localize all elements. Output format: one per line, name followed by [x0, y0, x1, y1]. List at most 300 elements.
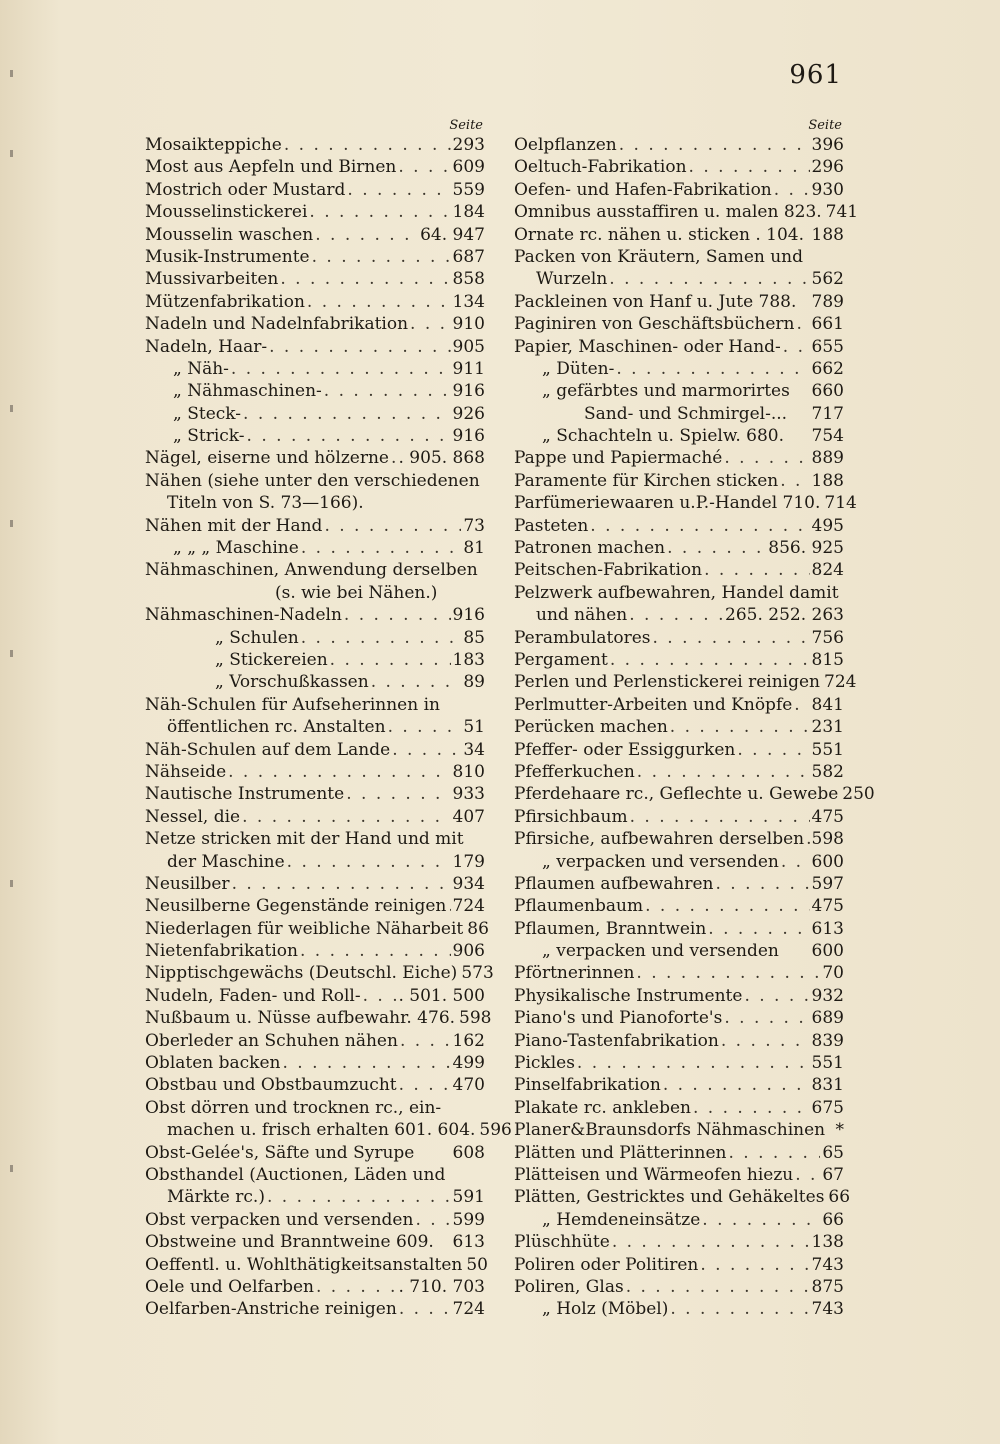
- entry-term: Pfirsiche, aufbewahren derselben: [514, 829, 805, 850]
- dot-leader: [309, 201, 450, 223]
- dot-leader: [645, 895, 809, 917]
- index-entry: [514, 559, 844, 581]
- index-entry: [145, 918, 489, 940]
- dot-leader: [670, 1298, 809, 1320]
- index-entry: [145, 380, 485, 402]
- entry-page-ref: 250: [842, 784, 875, 805]
- dot-leader: [400, 1030, 451, 1052]
- page-number: 961: [789, 60, 842, 90]
- entry-page-ref: 81: [463, 538, 485, 559]
- dot-leader: [689, 156, 810, 178]
- entry-term: Peitschen-Fabrikation: [514, 560, 703, 581]
- dot-leader: [721, 1030, 810, 1052]
- entry-term: „ Holz (Möbel): [542, 1299, 669, 1320]
- dot-leader: [269, 336, 450, 358]
- entry-page-ref: 265. 252. 263: [725, 605, 844, 626]
- entry-term: Obstbau und Obstbaumzucht: [145, 1075, 397, 1096]
- entry-term: Perlen und Perlenstickerei reinigen: [514, 672, 821, 693]
- entry-page-ref: 231: [811, 717, 844, 738]
- dot-leader: [398, 156, 450, 178]
- dot-leader: [228, 761, 450, 783]
- entry-term: Plüschhüte: [514, 1232, 610, 1253]
- index-entry: [514, 604, 844, 626]
- entry-page-ref: 184: [452, 202, 485, 223]
- entry-page-ref: 475: [811, 806, 844, 827]
- index-entry: [514, 1074, 844, 1096]
- entry-term: Planer&Braunsdorfs Nähmaschinen: [514, 1120, 826, 1141]
- index-entry: [145, 895, 485, 917]
- index-entry: [145, 940, 485, 962]
- entry-term: Mousselin waschen: [145, 224, 314, 245]
- entry-term: Pickles: [514, 1053, 575, 1074]
- index-entry: [145, 156, 485, 178]
- entry-page-ref: 916: [452, 605, 485, 626]
- index-entry: [514, 380, 844, 402]
- index-entry: [145, 179, 485, 201]
- entry-term: „ Düten-: [542, 358, 615, 379]
- entry-term: Neusilberne Gegenstände reinigen: [145, 896, 447, 917]
- index-entry: [145, 1254, 488, 1276]
- entry-page-ref: 183: [452, 649, 485, 670]
- entry-term: Nähseide: [145, 761, 227, 782]
- index-entry: [514, 627, 844, 649]
- dot-leader: [724, 1007, 809, 1029]
- entry-page-ref: 293: [452, 135, 485, 155]
- dot-leader: [301, 627, 462, 649]
- entry-page-ref: 662: [811, 358, 844, 379]
- index-entry: [514, 336, 844, 358]
- index-entry: [514, 1254, 844, 1276]
- dot-leader: [783, 336, 810, 358]
- entry-term: Obst verpacken und versenden: [145, 1209, 414, 1230]
- entry-term: Poliren, Glas: [514, 1276, 624, 1297]
- entry-term: „ verpacken und versenden: [542, 851, 779, 872]
- index-entry: [145, 492, 485, 514]
- entry-page-ref: 582: [811, 761, 844, 782]
- entry-page-ref: 67: [822, 1164, 844, 1185]
- dot-leader: [232, 873, 451, 895]
- entry-term: Oelpflanzen: [514, 135, 617, 155]
- dot-leader: [392, 739, 461, 761]
- index-entry: [145, 1276, 485, 1298]
- dot-leader: [371, 671, 462, 693]
- dot-leader: [410, 313, 451, 335]
- entry-page-ref: 551: [811, 739, 844, 760]
- entry-page-ref: 65: [822, 1142, 844, 1163]
- entry-term: Mützenfabrikation: [145, 291, 305, 312]
- entry-term: Nadeln, Haar-: [145, 336, 268, 357]
- dot-leader: [630, 806, 810, 828]
- entry-term: Obst-Gelée's, Säfte und Syrupe: [145, 1142, 415, 1163]
- index-entry: [145, 739, 485, 761]
- entry-page-ref: 839: [811, 1030, 844, 1051]
- index-entry: [514, 1276, 844, 1298]
- dot-leader: [693, 1097, 810, 1119]
- index-entry: [514, 1298, 844, 1320]
- index-entry: [514, 156, 844, 178]
- index-entry: [145, 1142, 485, 1164]
- dot-leader: [780, 470, 809, 492]
- index-entry: [145, 873, 485, 895]
- index-entry: [145, 1209, 485, 1231]
- index-entry: [514, 358, 844, 380]
- margin-mark: [10, 70, 13, 77]
- margin-mark: [10, 520, 13, 527]
- entry-term: Perücken machen: [514, 717, 668, 738]
- index-entry: [514, 739, 844, 761]
- entry-page-ref: 916: [452, 426, 485, 447]
- entry-list: [514, 134, 875, 1321]
- entry-page-ref: 85: [463, 627, 485, 648]
- dot-leader: [610, 649, 810, 671]
- entry-term: Nähmaschinen-Nadeln: [145, 605, 342, 626]
- entry-page-ref: 600: [811, 851, 844, 872]
- dot-leader: [399, 1074, 451, 1096]
- index-entry: [514, 403, 844, 425]
- entry-page-ref: 789: [811, 291, 844, 312]
- entry-term: Nägel, eiserne und hölzerne: [145, 448, 389, 469]
- index-entry: [145, 851, 485, 873]
- index-entry: [514, 761, 844, 783]
- index-entry: [514, 1231, 844, 1253]
- entry-term: Niederlagen für weibliche Näharbeit: [145, 918, 464, 939]
- index-entry: [514, 873, 844, 895]
- entry-term: Sand- und Schmirgel-...: [584, 403, 788, 424]
- entry-page-ref: 858: [452, 269, 485, 290]
- entry-page-ref: 660: [811, 381, 844, 402]
- entry-page-ref: 655: [811, 336, 844, 357]
- index-entry: [514, 246, 844, 268]
- index-entry: [514, 1164, 844, 1186]
- entry-page-ref: 599: [452, 1209, 485, 1230]
- entry-term: „ Nähmaschinen-: [173, 381, 322, 402]
- entry-term: Papier, Maschinen- oder Hand-: [514, 336, 781, 357]
- entry-page-ref: 70: [822, 963, 844, 984]
- entry-page-ref: 613: [811, 918, 844, 939]
- dot-leader: [670, 716, 810, 738]
- entry-page-ref: 188: [811, 470, 844, 491]
- index-entry: [514, 224, 844, 246]
- entry-page-ref: 559: [452, 179, 485, 200]
- index-entry: [514, 940, 844, 962]
- entry-term: der Maschine: [167, 851, 285, 872]
- dot-leader: [619, 134, 810, 156]
- entry-page-ref: 754: [811, 426, 844, 447]
- index-entry: [514, 492, 857, 514]
- dot-leader: [316, 1276, 397, 1298]
- dot-leader: [781, 851, 810, 873]
- entry-page-ref: 50: [466, 1254, 488, 1275]
- entry-term: Nipptischgewächs (Deutschl. Eiche): [145, 963, 458, 984]
- margin-mark: [10, 1165, 13, 1172]
- entry-term: Nähmaschinen, Anwendung derselben: [145, 560, 478, 581]
- dot-leader: [231, 358, 451, 380]
- dot-leader: [448, 895, 450, 917]
- entry-page-ref: 600: [811, 941, 844, 962]
- index-entry: [145, 985, 485, 1007]
- dot-leader: [702, 1209, 820, 1231]
- index-entry: [514, 918, 844, 940]
- entry-page-ref: 608: [452, 1142, 485, 1163]
- index-entry: [145, 806, 485, 828]
- dot-leader: [363, 985, 397, 1007]
- dot-leader: [315, 224, 418, 246]
- dot-leader: [708, 918, 809, 940]
- index-entry: [145, 671, 485, 693]
- entry-page-ref: 841: [811, 694, 844, 715]
- entry-page-ref: 179: [452, 851, 485, 872]
- entry-term: Netze stricken mit der Hand und mit: [145, 829, 464, 850]
- entry-term: Nußbaum u. Nüsse aufbewahr. 476.: [145, 1008, 456, 1029]
- index-entry: [514, 716, 844, 738]
- entry-term: (s. wie bei Nähen.): [275, 582, 438, 603]
- entry-term: Oblaten backen: [145, 1053, 281, 1074]
- entry-page-ref: 596: [479, 1120, 512, 1141]
- index-entry: [514, 851, 844, 873]
- index-entry: [145, 1298, 485, 1320]
- index-entry: [145, 358, 485, 380]
- entry-page-ref: 134: [452, 291, 485, 312]
- dot-leader: [609, 268, 809, 290]
- dot-leader: [704, 559, 809, 581]
- margin-mark: [10, 650, 13, 657]
- entry-term: Plätteisen und Wärmeofen hiezu: [514, 1164, 794, 1185]
- index-entry: [514, 515, 844, 537]
- entry-page-ref: 598: [459, 1008, 492, 1029]
- index-entry: [145, 783, 485, 805]
- entry-term: „ Schachteln u. Spielw. 680.: [542, 426, 785, 447]
- entry-term: Obsthandel (Auctionen, Läden und: [145, 1164, 446, 1185]
- dot-leader: [774, 179, 810, 201]
- entry-term: Nähen mit der Hand: [145, 515, 323, 536]
- dot-leader: [346, 783, 450, 805]
- dot-leader: [391, 447, 397, 469]
- entry-term: „ Steck-: [173, 403, 242, 424]
- entry-term: „ „ „ Maschine: [173, 538, 299, 559]
- dot-leader: [399, 1298, 451, 1320]
- entry-page-ref: 714: [824, 493, 857, 514]
- entry-page-ref: 609: [452, 157, 485, 178]
- dot-leader: [626, 1276, 810, 1298]
- index-entry: [145, 1030, 485, 1052]
- index-entry: [514, 425, 844, 447]
- dot-leader: [388, 716, 462, 738]
- margin-mark: [10, 880, 13, 887]
- entry-term: „ Vorschußkassen: [215, 672, 369, 693]
- dot-leader: [663, 1074, 810, 1096]
- index-entry: [145, 582, 485, 604]
- dot-leader: [653, 627, 810, 649]
- entry-term: Oeltuch-Fabrikation: [514, 157, 687, 178]
- entry-term: Oele und Oelfarben: [145, 1276, 314, 1297]
- entry-term: und nähen: [536, 605, 628, 626]
- entry-page-ref: 495: [811, 515, 844, 536]
- index-entry: [514, 671, 857, 693]
- entry-page-ref: *: [835, 1120, 844, 1141]
- entry-term: Pflaumen, Branntwein: [514, 918, 707, 939]
- entry-page-ref: 73: [463, 515, 485, 536]
- dot-leader: [577, 1052, 810, 1074]
- index-column-right: [514, 118, 875, 1321]
- index-entry: [514, 1052, 844, 1074]
- entry-term: „ Strick-: [173, 426, 245, 447]
- entry-page-ref: 930: [811, 179, 844, 200]
- entry-page-ref: 89: [463, 672, 485, 693]
- entry-page-ref: 932: [811, 985, 844, 1006]
- entry-term: „ Schulen: [215, 627, 299, 648]
- dot-leader: [242, 806, 450, 828]
- entry-page-ref: 875: [811, 1276, 844, 1297]
- entry-term: Physikalische Instrumente: [514, 985, 743, 1006]
- index-entry: [145, 1097, 485, 1119]
- entry-term: Parfümeriewaaren u.P.-Handel 710.: [514, 493, 821, 514]
- index-entry: [145, 694, 485, 716]
- index-entry: [145, 716, 485, 738]
- index-entry: [514, 179, 844, 201]
- entry-page-ref: 905: [452, 336, 485, 357]
- index-entry: [514, 1097, 844, 1119]
- entry-term: Oberleder an Schuhen nähen: [145, 1030, 398, 1051]
- entry-page-ref: 407: [452, 806, 485, 827]
- entry-page-ref: 724: [824, 672, 857, 693]
- index-entry: [145, 1007, 492, 1029]
- entry-term: Perambulatores: [514, 627, 651, 648]
- index-entry: [514, 582, 844, 604]
- entry-term: Omnibus ausstaffiren u. malen 823.: [514, 202, 822, 223]
- index-entry: [145, 470, 485, 492]
- index-entry: [145, 403, 485, 425]
- entry-term: Pappe und Papiermaché: [514, 448, 723, 469]
- index-entry: [145, 447, 485, 469]
- dot-leader: [637, 761, 810, 783]
- entry-term: Pelzwerk aufbewahren, Handel damit: [514, 582, 839, 603]
- entry-term: Pfirsichbaum: [514, 806, 628, 827]
- entry-list: [145, 134, 512, 1321]
- entry-page-ref: 470: [452, 1075, 485, 1096]
- entry-page-ref: 689: [811, 1008, 844, 1029]
- entry-term: Mosaikteppiche: [145, 135, 282, 155]
- entry-page-ref: 743: [811, 1254, 844, 1275]
- entry-page-ref: 591: [452, 1187, 485, 1208]
- index-entry: [514, 1142, 844, 1164]
- index-entry: [514, 783, 875, 805]
- index-entry: [145, 761, 485, 783]
- entry-term: Mousselinstickerei: [145, 202, 308, 223]
- index-entry: [145, 962, 494, 984]
- entry-page-ref: 934: [452, 873, 485, 894]
- index-entry: [514, 895, 844, 917]
- entry-term: Piano's und Pianoforte's: [514, 1008, 723, 1029]
- index-entry: [514, 470, 844, 492]
- entry-term: Pfefferkuchen: [514, 761, 635, 782]
- entry-page-ref: 66: [828, 1187, 851, 1208]
- entry-page-ref: 188: [811, 224, 844, 245]
- entry-page-ref: 34: [463, 739, 485, 760]
- index-entry: [514, 291, 844, 313]
- entry-term: Näh-Schulen auf dem Lande: [145, 739, 391, 760]
- index-entry: [145, 425, 485, 447]
- entry-page-ref: 675: [811, 1097, 844, 1118]
- dot-leader: [330, 649, 451, 671]
- entry-term: Paramente für Kirchen sticken: [514, 470, 779, 491]
- dot-leader: [301, 537, 462, 559]
- index-entry: [514, 806, 844, 828]
- index-entry: [514, 313, 844, 335]
- entry-term: Wurzeln: [536, 269, 608, 290]
- index-entry: [514, 1186, 851, 1208]
- margin-mark: [10, 405, 13, 412]
- entry-page-ref: 396: [811, 135, 844, 155]
- entry-page-ref: 889: [811, 448, 844, 469]
- index-entry: [514, 962, 844, 984]
- index-entry: [145, 268, 485, 290]
- dot-leader: [307, 291, 451, 313]
- entry-term: Plätten und Plätterinnen: [514, 1142, 727, 1163]
- entry-term: Pergament: [514, 649, 608, 670]
- entry-term: machen u. frisch erhalten 601. 604.: [167, 1120, 476, 1141]
- dot-leader: [728, 1142, 820, 1164]
- dot-leader: [247, 425, 451, 447]
- dot-leader: [612, 1231, 810, 1253]
- index-column-left: [145, 118, 512, 1321]
- entry-term: Nautische Instrumente: [145, 784, 345, 805]
- entry-term: „ Näh-: [173, 358, 229, 379]
- dot-leader: [590, 515, 809, 537]
- entry-page-ref: 86: [467, 918, 489, 939]
- entry-page-ref: 926: [452, 403, 485, 424]
- index-entry: [514, 985, 844, 1007]
- dot-leader: [629, 604, 723, 626]
- entry-page-ref: 296: [811, 157, 844, 178]
- seite-header: Seite: [808, 118, 842, 133]
- dot-leader: [312, 246, 451, 268]
- entry-term: Oefen- und Hafen-Fabrikation: [514, 179, 772, 200]
- dot-leader: [806, 828, 809, 850]
- dot-leader: [636, 962, 820, 984]
- entry-term: Titeln von S. 73—166).: [167, 493, 364, 514]
- dot-leader: [324, 380, 451, 402]
- entry-term: Pflaumen aufbewahren: [514, 873, 714, 894]
- entry-page-ref: 475: [811, 896, 844, 917]
- entry-term: Packen von Kräutern, Samen und: [514, 246, 804, 267]
- dot-leader: [737, 739, 809, 761]
- entry-page-ref: 687: [452, 246, 485, 267]
- entry-term: Ornate rc. nähen u. sticken . 104.: [514, 224, 804, 245]
- dot-leader: [616, 358, 809, 380]
- entry-page-ref: 911: [452, 358, 485, 379]
- dot-leader: [794, 694, 809, 716]
- dot-leader: [715, 873, 809, 895]
- entry-term: Oeffentl. u. Wohlthätigkeitsanstalten: [145, 1254, 463, 1275]
- index-entry: [145, 1164, 485, 1186]
- entry-term: Pinselfabrikation: [514, 1075, 661, 1096]
- entry-term: Märkte rc.): [167, 1187, 265, 1208]
- entry-page-ref: 551: [811, 1053, 844, 1074]
- index-entry: [145, 224, 485, 246]
- entry-term: Obstweine und Branntweine 609.: [145, 1232, 434, 1253]
- entry-term: Poliren oder Politiren: [514, 1254, 699, 1275]
- entry-page-ref: 661: [811, 314, 844, 335]
- entry-term: Pfeffer- oder Essiggurken: [514, 739, 736, 760]
- index-entry: [514, 201, 859, 223]
- entry-term: Perlmutter-Arbeiten und Knöpfe: [514, 694, 793, 715]
- entry-term: Nähen (siehe unter den verschiedenen: [145, 470, 480, 491]
- entry-page-ref: 724: [452, 896, 485, 917]
- entry-page-ref: 856. 925: [768, 538, 844, 559]
- entry-page-ref: 51: [463, 717, 485, 738]
- entry-page-ref: 756: [811, 627, 844, 648]
- entry-term: Nudeln, Faden- und Roll-: [145, 985, 361, 1006]
